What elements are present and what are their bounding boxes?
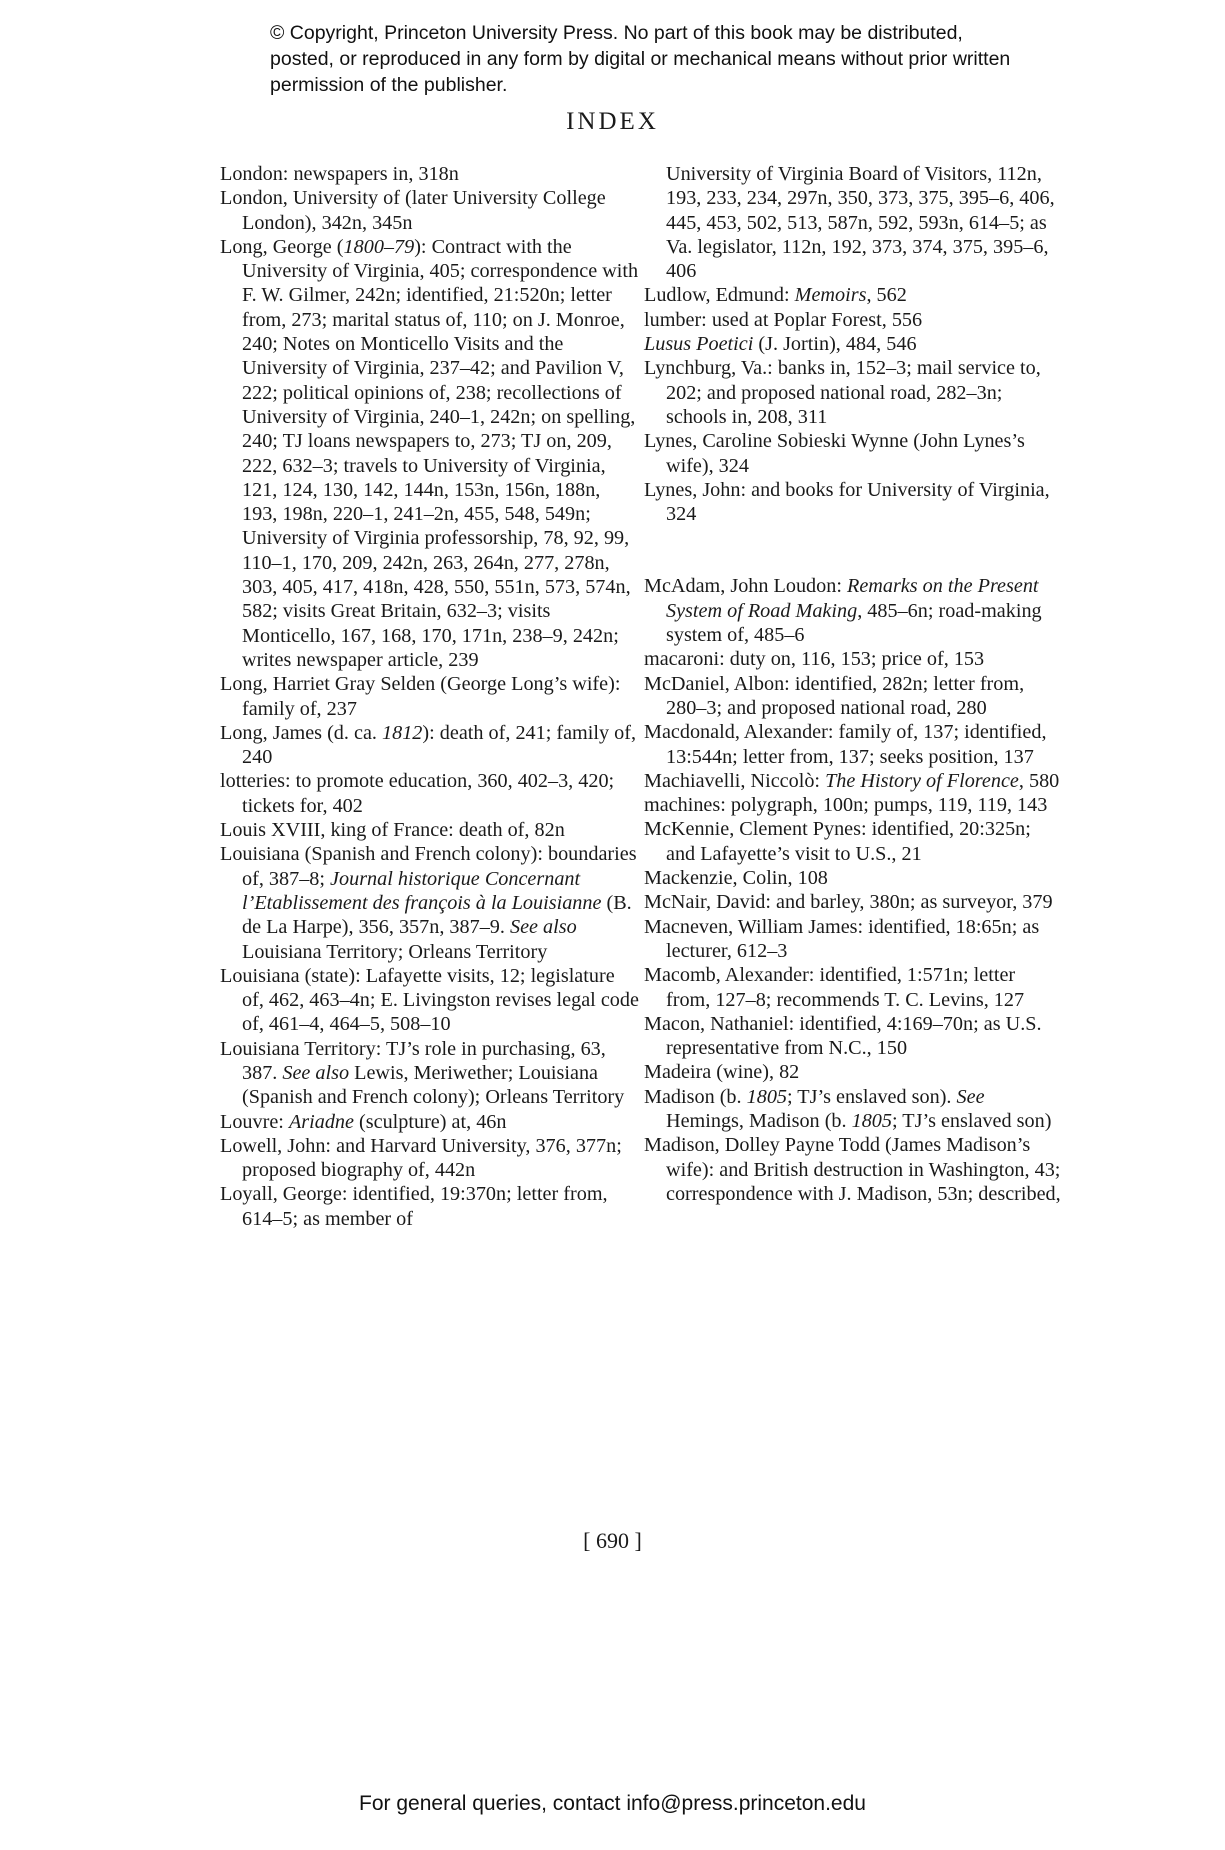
index-entry: Ludlow, Edmund: Memoirs, 562 xyxy=(644,284,907,307)
index-entry: Lynes, Caroline Sobieski Wynne (John Lynes’s wife), 324 xyxy=(644,430,1025,477)
index-column-left xyxy=(220,162,640,1231)
page-heading: INDEX xyxy=(566,108,659,135)
index-entry: Lusus Poetici (J. Jortin), 484, 546 xyxy=(644,333,917,356)
index-entry: Lowell, John: and Harvard University, 376, 377n; proposed biography of, 442n xyxy=(220,1134,622,1182)
index-entry: Louis XVIII, king of France: death of, 82n xyxy=(220,819,565,842)
index-entry: Macon, Nathaniel: identified, 4:169–70n; as U.S. representative from N.C., 150 xyxy=(644,1012,1042,1060)
index-entry: McNair, David: and barley, 380n; as surveyor, 379 xyxy=(644,891,1053,914)
index-entry: Lynes, John: and books for University of Virginia, 324 xyxy=(644,478,1050,526)
index-entry: lumber: used at Poplar Forest, 556 xyxy=(644,308,923,331)
index-entry: McAdam, John Loudon: Remarks on the Present System of Road Making, 485–6n; road-making system of, 485–6 xyxy=(644,575,1042,647)
footer-contact: For general queries, contact info@press.princeton.edu xyxy=(359,1792,866,1815)
index-entry: Madison, Dolley Payne Todd (James Madison’s wife): and British destruction in Washington, 43; correspondence with J. Madison, 53n; described, xyxy=(644,1134,1061,1205)
index-entry: Louisiana (Spanish and French colony): boundaries of, 387–8; Journal historique Concernant l’Etablissement des françois à la Louisianne (B. de La Harpe), 356, 357n, 387–9. See also Louisiana Territory; Orleans Territory xyxy=(220,843,637,963)
index-entry: Madeira (wine), 82 xyxy=(644,1061,800,1084)
page-number: [ 690 ] xyxy=(583,1528,642,1553)
index-entry: London: newspapers in, 318n xyxy=(220,163,459,185)
index-entry: Louisiana Territory: TJ’s role in purchasing, 63, 387. See also Lewis, Meriwether; Louisiana (Spanish and French colony); Orleans Territory xyxy=(220,1037,625,1109)
index-entry: Madison (b. 1805; TJ’s enslaved son). See Hemings, Madison (b. 1805; TJ’s enslaved son) xyxy=(644,1085,1052,1132)
index-column-right xyxy=(644,162,1064,1206)
index-entry: machines: polygraph, 100n; pumps, 119, 119, 143 xyxy=(644,794,1048,817)
index-entry: London, University of (later University College London), 342n, 345n xyxy=(220,187,606,234)
index-entry: Macneven, William James: identified, 18:65n; as lecturer, 612–3 xyxy=(644,915,1040,962)
index-entry: Louisiana (state): Lafayette visits, 12; legislature of, 462, 463–4n; E. Livingston revises legal code of, 461–4, 464–5, 508–10 xyxy=(220,964,639,1036)
index-entry: Macomb, Alexander: identified, 1:571n; letter from, 127–8; recommends T. C. Levins, 127 xyxy=(644,964,1025,1011)
index-entry: Macdonald, Alexander: family of, 137; identified, 13:544n; letter from, 137; seeks position, 137 xyxy=(644,721,1047,768)
index-entry: Mackenzie, Colin, 108 xyxy=(644,867,828,890)
index-entry: Machiavelli, Niccolò: The History of Florence, 580 xyxy=(644,769,1060,792)
index-entry: Long, Harriet Gray Selden (George Long’s wife): family of, 237 xyxy=(220,673,621,720)
index-entry: Louvre: Ariadne (sculpture) at, 46n xyxy=(220,1110,507,1133)
index-entry: Long, James (d. ca. 1812): death of, 241; family of, 240 xyxy=(220,721,636,769)
index-entry: McKennie, Clement Pynes: identified, 20:325n; and Lafayette’s visit to U.S., 21 xyxy=(644,818,1031,865)
index-entry: Long, George (1800–79): Contract with the University of Virginia, 405; correspondence with F. W. Gilmer, 242n; identified, 21:520n; letter from, 273; marital status of, 110; on J. Monroe, 240; Notes on Monticello Visits and the University of Virginia, 237–42; and Pavilion V, 222; political opinions of, 238; recollections of University of Virginia, 240–1, 242n; on spelling, 240; TJ loans newspapers to, 273; TJ on, 209, 222, 632–3; travels to University of Virginia, 121, 124, 130, 142, 144n, 153n, 156n, 188n, 193, 198n, 220–1, 241–2n, 455, 548, 549n; University of Virginia professorship, 78, 92, 99, 110–1, 170, 209, 242n, 263, 264n, 277, 278n, 303, 405, 417, 418n, 428, 550, 551n, 573, 574n, 582; visits Great Britain, 632–3; visits Monticello, 167, 168, 170, 171n, 238–9, 242n; writes newspaper article, 239 xyxy=(220,235,639,671)
index-entry: Loyall, George: identified, 19:370n; letter from, 614–5; as member of xyxy=(220,1183,608,1230)
index-entry: University of Virginia Board of Visitors, 112n, 193, 233, 234, 297n, 350, 373, 375, 395–6, 406, 445, 453, 502, 513, 587n, 592, 593n, 614–5; as Va. legislator, 112n, 192, 373, 374, 375, 395–6, 406 xyxy=(666,163,1055,283)
index-entry: Lynchburg, Va.: banks in, 152–3; mail service to, 202; and proposed national road, 282–3n; schools in, 208, 311 xyxy=(644,357,1041,428)
index-entry: macaroni: duty on, 116, 153; price of, 153 xyxy=(644,648,985,671)
copyright-notice: © Copyright, Princeton University Press. No part of this book may be distributed, posted, or reproduced in any form by digital or mechanical means without prior written permission of the publisher. xyxy=(270,22,1011,96)
index-entry: lotteries: to promote education, 360, 402–3, 420; tickets for, 402 xyxy=(220,770,615,817)
index-entry: McDaniel, Albon: identified, 282n; letter from, 280–3; and proposed national road, 280 xyxy=(644,672,1025,719)
